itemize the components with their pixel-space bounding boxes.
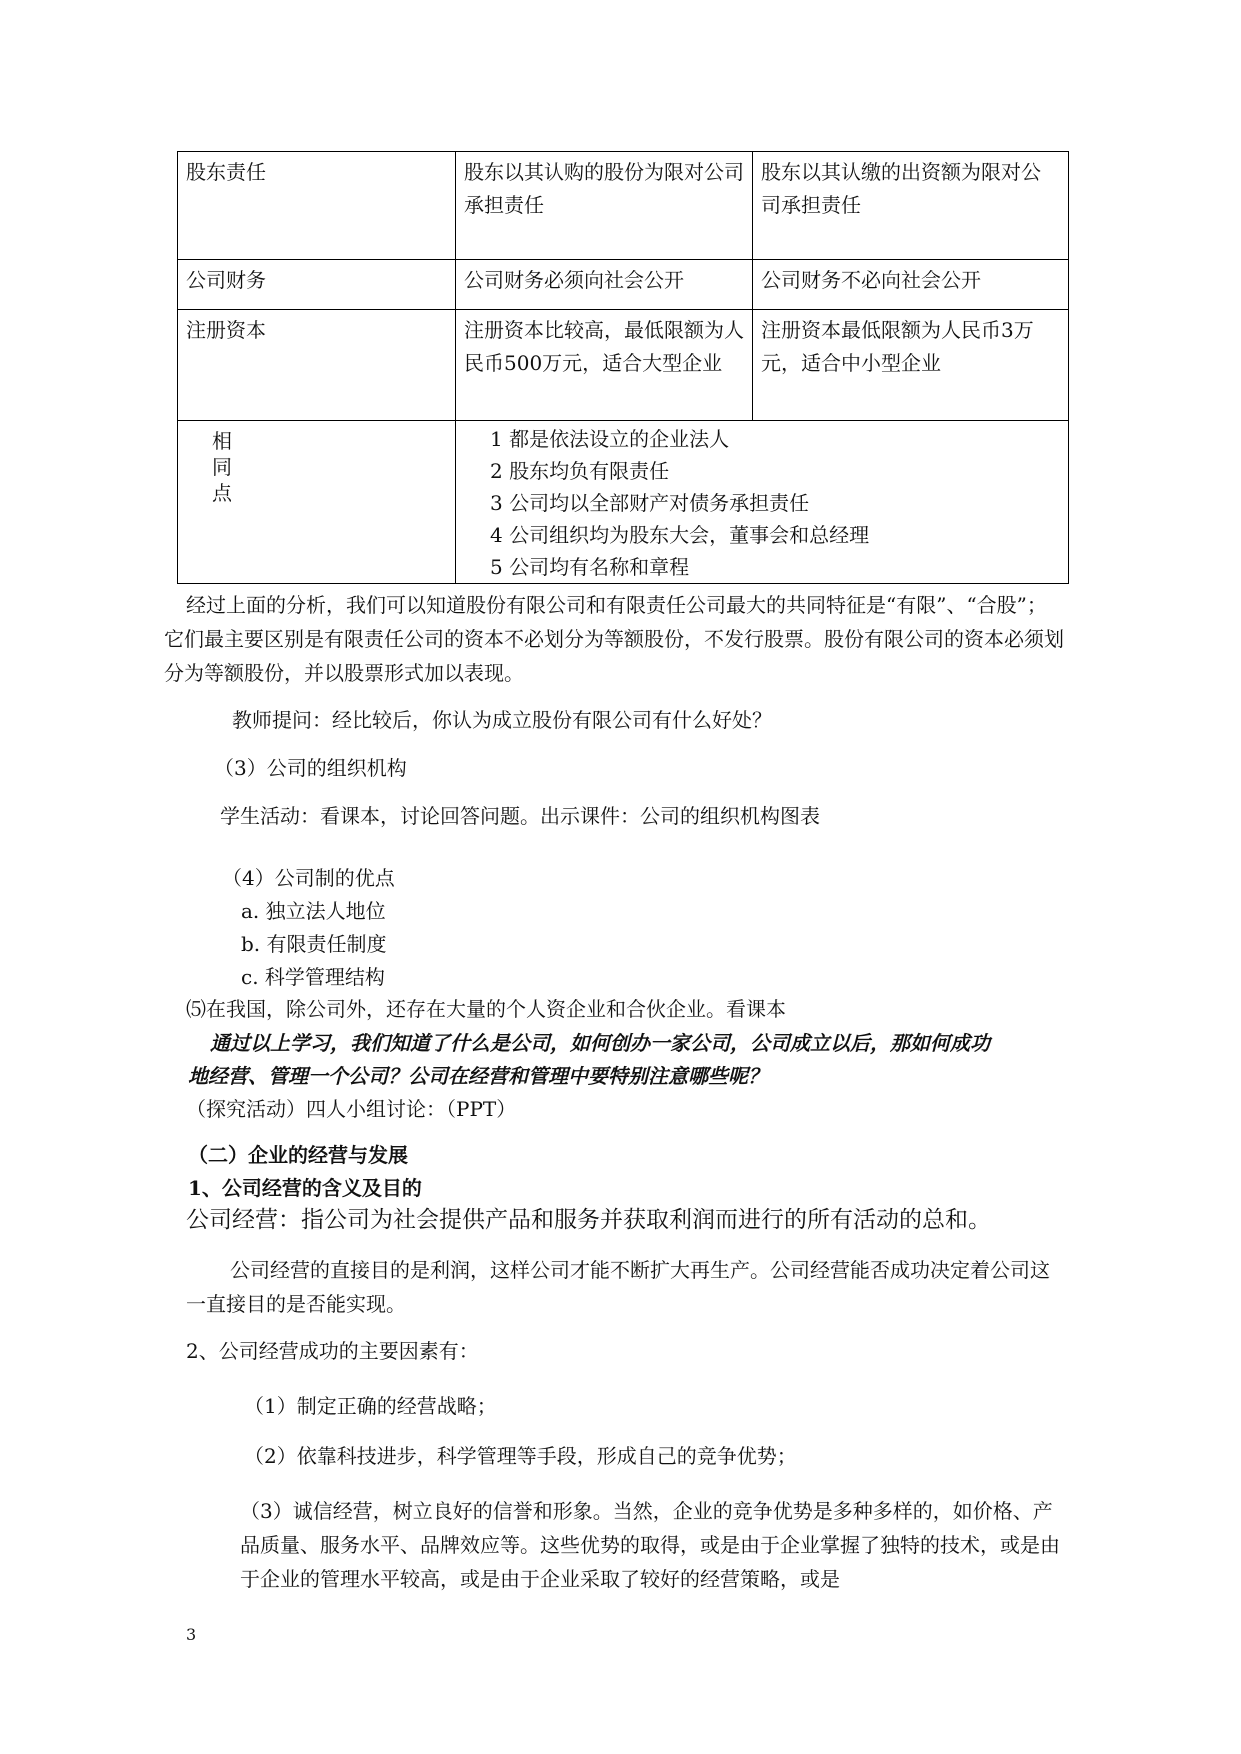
row-label: 注册资本 [178, 310, 456, 421]
comparison-table [177, 151, 1069, 584]
table-row-similarities [178, 421, 1069, 584]
similarities-cell [456, 421, 1069, 584]
list-item: 1 都是依法设立的企业法人 [490, 427, 730, 451]
definition-line: 公司经营：指公司为社会提供产品和服务并获取利润而进行的所有活动的总和。 [186, 1207, 991, 1233]
factor-item-paragraph: （3）诚信经营，树立良好的信誉和形象。当然，企业的竞争优势是多种多样的，如价格、产品质量、服务水平、品牌效应等。这些优势的取得，或是由于企业掌握了独特的技术，或是由于企业的管理水平较高，或是由于企业采取了较好的经营策略，或是 [240, 1499, 1060, 1591]
emphasis-question-line2: 地经营、管理一个公司？公司在经营和管理中要特别注意哪些呢？ [188, 1064, 768, 1088]
advantage-item: b. 有限责任制度 [241, 932, 387, 956]
row-label: 公司财务 [178, 260, 456, 310]
subsection-heading-1: 1、公司经营的含义及目的 [188, 1176, 422, 1200]
factor-item: （1）制定正确的经营战略； [244, 1394, 497, 1418]
section-heading-2: （二）企业的经营与发展 [188, 1143, 408, 1167]
list-item: 5 公司均有名称和章程 [490, 555, 690, 579]
section-heading-5: ⑸在我国，除公司外，还存在大量的个人资企业和合伙企业。看课本 [186, 997, 786, 1021]
page-number: 3 [186, 1625, 197, 1644]
emphasis-question-line1: 通过以上学习，我们知道了什么是公司，如何创办一家公司，公司成立以后，那如何成功 [210, 1031, 990, 1055]
similarities-label: 相同点 [212, 429, 232, 505]
list-item: 2 股东均负有限责任 [490, 459, 670, 483]
cell-joint-stock: 股东以其认购的股份为限对公司承担责任 [456, 152, 753, 260]
student-activity: 学生活动：看课本，讨论回答问题。出示课件：公司的组织机构图表 [220, 804, 820, 828]
table-row [178, 260, 1069, 310]
row-label: 股东责任 [178, 152, 456, 260]
purpose-paragraph: 公司经营的直接目的是利润，这样公司才能不断扩大再生产。公司经营能否成功决定着公司这一直接目的是否能实现。 [186, 1258, 1050, 1316]
factors-heading: 2、公司经营成功的主要因素有： [186, 1339, 479, 1363]
cell-joint-stock: 注册资本比较高，最低限额为人民币500万元，适合大型企业 [456, 310, 753, 421]
list-item: 4 公司组织均为股东大会，董事会和总经理 [490, 523, 870, 547]
section-heading-4: （4）公司制的优点 [222, 866, 395, 890]
cell-limited-liability: 公司财务不必向社会公开 [753, 260, 1069, 310]
table-row [178, 310, 1069, 421]
table-row [178, 152, 1069, 260]
cell-limited-liability: 股东以其认缴的出资额为限对公司承担责任 [753, 152, 1069, 260]
factor-item: （2）依靠科技进步，科学管理等手段，形成自己的竞争优势； [244, 1444, 797, 1468]
cell-joint-stock: 公司财务必须向社会公开 [456, 260, 753, 310]
cell-limited-liability: 注册资本最低限额为人民币3万元，适合中小型企业 [753, 310, 1069, 421]
advantage-item: a. 独立法人地位 [241, 899, 386, 923]
exploration-activity: （探究活动）四人小组讨论：（PPT） [186, 1097, 517, 1121]
teacher-question: 教师提问：经比较后，你认为成立股份有限公司有什么好处？ [232, 708, 772, 732]
section-heading-3: （3）公司的组织机构 [214, 756, 407, 780]
summary-paragraph: 经过上面的分析，我们可以知道股份有限公司和有限责任公司最大的共同特征是“有限”、“合股”；它们最主要区别是有限责任公司的资本不必划分为等额股份，不发行股票。股份有限公司的资本必须划分为等额股份，并以股票形式加以表现。 [164, 593, 1064, 685]
list-item: 3 公司均以全部财产对债务承担责任 [490, 491, 810, 515]
advantage-item: c. 科学管理结构 [241, 965, 385, 989]
similarities-list [464, 423, 1060, 583]
similarities-label-cell [178, 421, 456, 584]
